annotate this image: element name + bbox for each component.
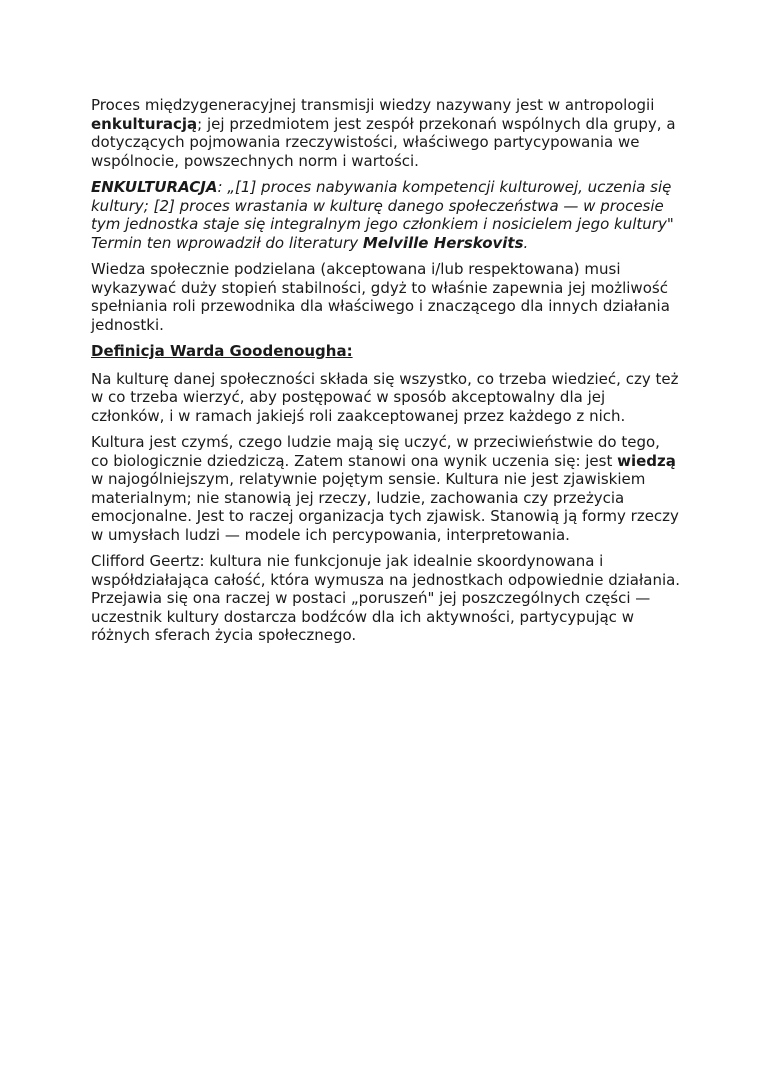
paragraph-enculturation-intro [91, 96, 681, 170]
section-heading-goodenough: Definicja Warda Goodenougha: [91, 342, 353, 360]
paragraph-shared-knowledge [91, 260, 681, 334]
definition-text-end: . [523, 233, 529, 252]
paragraph-text: Kultura jest czymś, czego ludzie mają się uczyć, w przeciwieństwie do tego, co biologicznie dziedziczą. Zatem stanowi ona wynik uczenia się: jest [91, 433, 660, 470]
paragraph-text: Clifford Geertz: kultura nie funkcjonuje jak idealnie skoordynowana i współdziałająca całość, która wymusza na jednostkach odpowiednie działania. Przejawia się ona raczej w postaci „poruszeń" jej poszczególnych części — uczestnik kultury dostarcza bodźców dla ich aktywności, partycypując w różnych sferach życia społecznego. [91, 552, 681, 644]
document-page [91, 96, 681, 653]
bold-term-enkulturacja: enkulturacją [91, 114, 198, 133]
bold-author-herskovits: Melville Herskovits [362, 233, 524, 252]
paragraph-enculturation-definition [91, 178, 681, 252]
bold-term-enkulturacja-heading: ENKULTURACJA [91, 178, 218, 196]
paragraph-goodenough-definition [91, 370, 681, 426]
paragraph-text: Proces międzygeneracyjnej transmisji wiedzy nazywany jest w antropologii [91, 96, 655, 114]
paragraph-text: ; jej przedmiotem jest zespół przekonań wspólnych dla grupy, a dotyczących pojmowania rzeczywistości, właściwego partycypowania we wspólnocie, powszechnych norm i wartości. [91, 114, 676, 170]
bold-term-wiedza: wiedzą [617, 451, 676, 470]
paragraph-text: Wiedza społecznie podzielana (akceptowana i/lub respektowana) musi wykazywać duży stopień stabilności, gdyż to właśnie zapewnia jej możliwość spełniania roli przewodnika dla właściwego i znaczącego dla innych działania jednostki. [91, 260, 670, 334]
paragraph-text: w najogólniejszym, relatywnie pojętym sensie. Kultura nie jest zjawiskiem materialnym; nie stanowią jej rzeczy, ludzie, zachowania czy przeżycia emocjonalne. Jest to raczej organizacja tych zjawisk. Stanowią ją formy rzeczy w umysłach ludzi — modele ich percypowania, interpretowania. [91, 470, 679, 544]
paragraph-text: Na kulturę danej społeczności składa się wszystko, co trzeba wiedzieć, czy też w co trzeba wierzyć, aby postępować w sposób akceptowalny dla jej członków, i w ramach jakiejś roli zaakceptowanej przez każdego z nich. [91, 369, 679, 425]
definition-text: : „[1] proces nabywania kompetencji kulturowej, uczenia się kultury; [2] proces wrastania w kulturę danego społeczeństwa — w procesie tym jednostka staje się integralnym jego członkiem i nosicielem jego kultury" Termin ten wprowadził do literatury [91, 178, 674, 252]
paragraph-culture-learning [91, 433, 681, 544]
paragraph-geertz [91, 552, 681, 645]
